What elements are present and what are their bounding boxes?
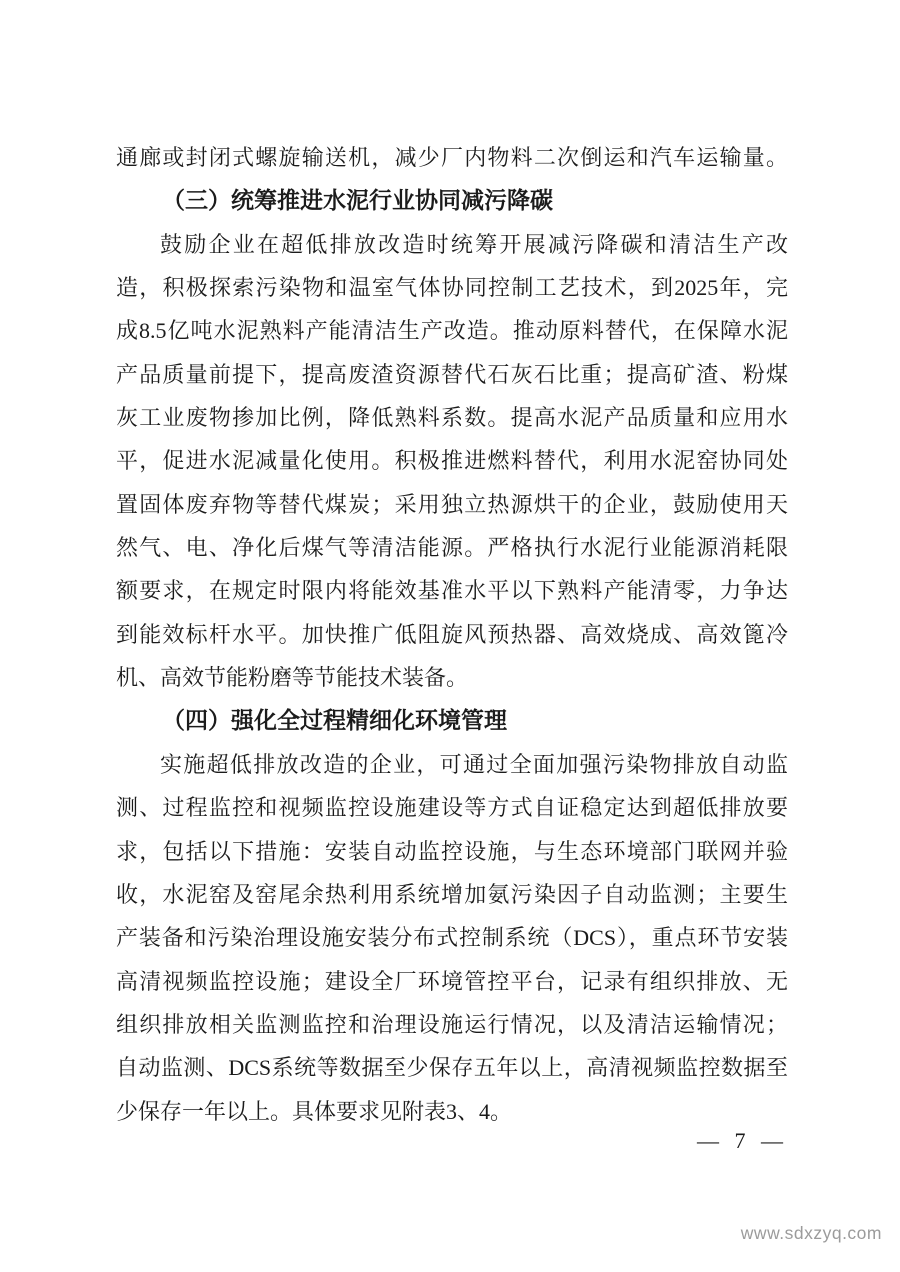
section-heading-4: （四）强化全过程精细化环境管理 <box>162 708 507 734</box>
body-line: 少保存一年以上。具体要求见附表3、4。 <box>116 1098 513 1124</box>
body-line: 平，促进水泥减量化使用。积极推进燃料替代，利用水泥窑协同处 <box>116 448 788 474</box>
body-line: 机、高效节能粉磨等节能技术装备。 <box>116 665 469 691</box>
body-line: 到能效标杆水平。加快推广低阻旋风预热器、高效烧成、高效篦冷 <box>116 621 788 647</box>
body-line: 实施超低排放改造的企业，可通过全面加强污染物排放自动监 <box>160 751 788 777</box>
body-line: 置固体废弃物等替代煤炭；采用独立热源烘干的企业，鼓励使用天 <box>116 491 788 517</box>
page-number: — 7 — <box>697 1128 783 1153</box>
body-line: 求，包括以下措施：安装自动监控设施，与生态环境部门联网并验 <box>116 838 788 864</box>
body-line: 成8.5亿吨水泥熟料产能清洁生产改造。推动原料替代，在保障水泥 <box>116 318 788 344</box>
body-line: 鼓励企业在超低排放改造时统筹开展减污降碳和清洁生产改 <box>160 231 788 257</box>
body-line: 产装备和污染治理设施安装分布式控制系统（DCS），重点环节安装 <box>116 925 788 951</box>
body-line: 额要求，在规定时限内将能效基准水平以下熟料产能清零，力争达 <box>116 578 788 604</box>
body-line: 造，积极探索污染物和温室气体协同控制工艺技术，到2025年，完 <box>116 275 788 301</box>
watermark-url: www.sdxzyq.com <box>740 1223 882 1243</box>
body-line: 高清视频监控设施；建设全厂环境管控平台，记录有组织排放、无 <box>116 968 788 994</box>
body-line: 测、过程监控和视频监控设施建设等方式自证稳定达到超低排放要 <box>116 795 788 821</box>
page-content <box>116 136 788 1133</box>
body-line: 产品质量前提下，提高废渣资源替代石灰石比重；提高矿渣、粉煤 <box>116 361 788 387</box>
section-heading-3: （三）统筹推进水泥行业协同减污降碳 <box>162 188 553 214</box>
body-line: 灰工业废物掺加比例，降低熟料系数。提高水泥产品质量和应用水 <box>116 405 788 431</box>
body-line: 然气、电、净化后煤气等清洁能源。严格执行水泥行业能源消耗限 <box>116 535 788 561</box>
body-line: 自动监测、DCS系统等数据至少保存五年以上，高清视频监控数据至 <box>116 1055 788 1081</box>
body-line: 通廊或封闭式螺旋输送机，减少厂内物料二次倒运和汽车运输量。 <box>116 145 788 170</box>
body-line: 收，水泥窑及窑尾余热利用系统增加氨污染因子自动监测；主要生 <box>116 881 788 907</box>
body-line: 组织排放相关监测监控和治理设施运行情况，以及清洁运输情况； <box>116 1011 788 1037</box>
